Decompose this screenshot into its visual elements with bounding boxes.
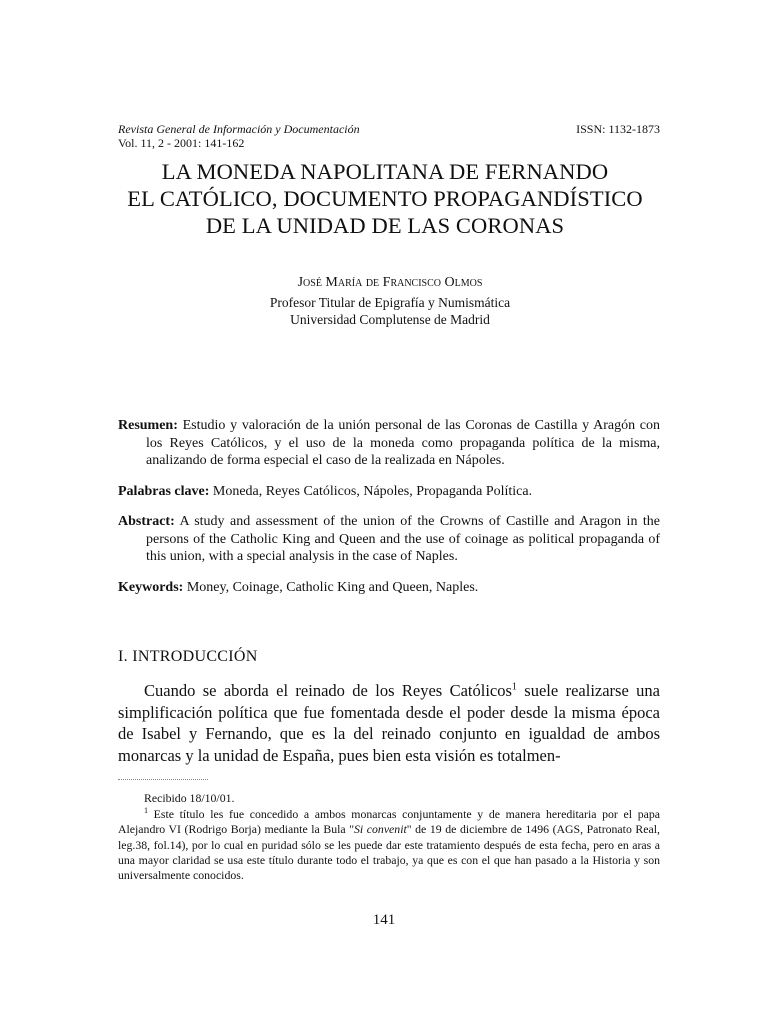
resumen-label: Resumen: [118, 418, 178, 433]
footnote-separator [118, 779, 208, 780]
body-text-start: Cuando se aborda el reinado de los Reyes Católicos [144, 681, 512, 700]
keywords-label: Keywords: [118, 579, 184, 595]
footnote-1-text-b: " de 19 de diciembre de 1496 (AGS, Patronato Real, leg.38, fol.14), por lo cual en puridad sólo se les puede dar este tratamiento después de esta fecha, pero en aras a una mayor claridad se usa este título durante todo el trabajo, ya que es con el que han pasado a la Historia y son universalmente conocidos. [118, 822, 660, 883]
section-heading: I. INTRODUCCIÓN [118, 648, 258, 665]
footnote-1-italic: Si convenit [354, 822, 407, 837]
resumen-paragraph [118, 417, 660, 470]
title-line-2: EL CATÓLICO, DOCUMENTO PROPAGANDÍSTICO [127, 186, 643, 211]
footnote-reference[interactable]: 1 [511, 681, 517, 693]
page-number: 141 [372, 912, 396, 928]
body-text-rest: suele realizarse una simplificación política que fue fomentada desde el poder desde la misma época de Isabel y Fernando, que es la del reinado conjunto en igualdad de ambos monarcas y la unidad de España, pues bien esta visión es totalmen- [118, 681, 660, 765]
title-line-1: LA MONEDA NAPOLITANA DE FERNANDO [161, 159, 609, 184]
abstract-text: A study and assessment of the union of the Crowns of Castille and Aragon in the persons of the Catholic King and Queen and the use of coinage as political propaganda of this union, with a special analysis in the case of Naples. [146, 514, 660, 564]
palabras-clave-text: Moneda, Reyes Católicos, Nápoles, Propaganda Política. [212, 483, 533, 499]
resumen-text: Estudio y valoración de la unión personal de las Coronas de Castilla y Aragón con los Reyes Católicos, y el uso de la moneda como propaganda política de la misma, analizando de forma especial el caso de la realizada en Nápoles. [146, 418, 660, 468]
author-position: Profesor Titular de Epigrafía y Numismática [269, 295, 511, 310]
footnote-marker: 1 [144, 806, 148, 816]
abstract-label: Abstract: [118, 514, 175, 529]
footnotes [118, 791, 660, 883]
author-name: José María de Francisco Olmos [297, 275, 483, 290]
keywords-text: Money, Coinage, Catholic King and Queen, Naples. [186, 579, 479, 595]
palabras-clave-label: Palabras clave: [118, 483, 210, 499]
author-institution: Universidad Complutense de Madrid [290, 312, 490, 327]
running-header [118, 122, 660, 150]
volume-info: Vol. 11, 2 - 2001: 141-162 [118, 136, 245, 150]
abstract-paragraph [118, 513, 660, 566]
received-date: Recibido 18/10/01. [144, 791, 235, 805]
issn: ISSN: 1132-1873 [576, 122, 660, 136]
palabras-clave-paragraph [118, 483, 660, 501]
keywords-paragraph [118, 579, 660, 597]
footnote-1 [118, 807, 660, 883]
abstract-block [118, 417, 660, 609]
article-title [90, 158, 680, 239]
footnote-1-text-a: Este título les fue concedido a ambos monarcas conjuntamente y de manera hereditaria por el papa Alejandro VI (Rodrigo Borja) mediante la Bula " [118, 807, 660, 837]
title-line-3: DE LA UNIDAD DE LAS CORONAS [205, 213, 565, 238]
author-block [200, 274, 580, 328]
journal-name: Revista General de Información y Documentación [118, 122, 360, 136]
body-paragraph [118, 680, 660, 766]
